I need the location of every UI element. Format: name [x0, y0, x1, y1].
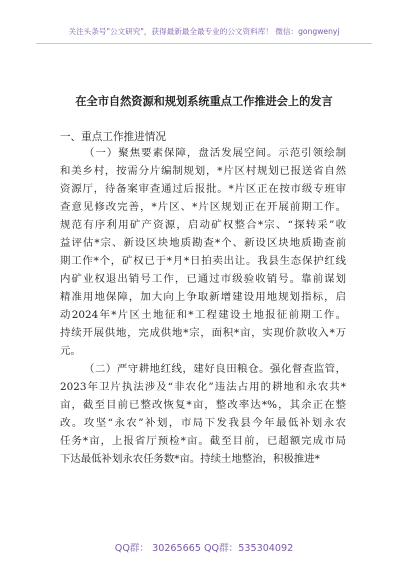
body-line: 亩，截至目前已整改恢复*亩，整改率达*%，其余正在整 — [60, 399, 346, 411]
footer-contact: QQ群： 30265665 QQ群：535304092 — [114, 543, 294, 554]
body-line: 改。攻坚“永农”补划，市局下发我县今年最低补划永农 — [60, 417, 346, 429]
body-line: （一）聚焦要素保障，盘活发展空间。示范引领绘制 — [84, 147, 346, 159]
body-line: 动2024年*片区土地征和*工程建设土地报征前期工作。 — [60, 309, 346, 321]
body-line: 下达最低补划永农任务数*亩。持续土地整治，积极推进* — [60, 453, 320, 465]
body-line: 期工作*个，矿权已于*月*日拍卖出让。我县生态保护红线 — [60, 255, 346, 267]
body-line: 资源厅，待备案审查通过后报批。*片区正在按市级专班审 — [60, 183, 346, 195]
body-line: 精准用地保障，加大向上争取新增建设用地规划指标，启 — [60, 291, 346, 303]
header-banner: 关注头条号"公文研究"，获得最新最全最专业的公文资料库！ 微信：gongwenyj — [68, 27, 340, 36]
body-line: 任务*亩，上报省厅预检*亩。截至目前，已超额完成市局 — [60, 435, 346, 447]
body-line: 持续开展供地，完成供地*宗，面积*亩，实现价款收入*万 — [60, 327, 346, 339]
body-line: 元。 — [60, 345, 81, 357]
body-line: 2023年卫片执法涉及“非农化”违法占用的耕地和永农共* — [60, 381, 346, 393]
body-line: 内矿业权退出销号工作，已通过市级验收销号。靠前谋划 — [60, 273, 346, 285]
body-line: 益评估*宗、新设区块地质勘查*个、新设区块地质勘查前 — [60, 237, 346, 249]
body-line: 查意见修改完善，*片区、*片区规划正在开展前期工作。 — [60, 201, 346, 213]
document-title: 在全市自然资源和规划系统重点工作推进会上的发言 — [75, 94, 333, 108]
body-line: （二）严守耕地红线，建好良田粮仓。强化督查监管， — [84, 363, 346, 375]
header-divider — [36, 43, 372, 44]
body-line: 规范有序利用矿产资源，启动矿权整合*宗、“探转采”收 — [60, 219, 346, 231]
body-line: 和美乡村，按需分片编制规划，*片区村规划已报送省自然 — [60, 165, 346, 177]
section-heading: 一、重点工作推进情况 — [60, 131, 166, 143]
